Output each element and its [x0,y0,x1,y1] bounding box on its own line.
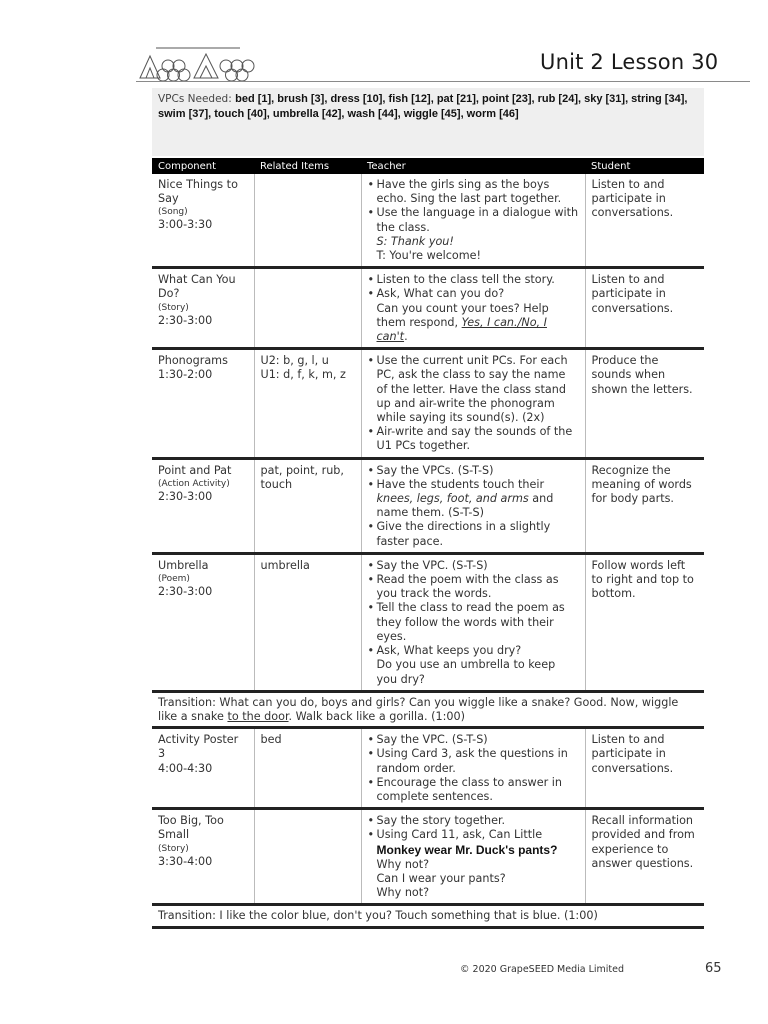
teacher-cell [361,728,585,809]
table-row [152,349,704,458]
component-name: Nice Things to Say [158,178,238,206]
vpcs-needed-box [152,88,704,156]
related-items-cell [254,174,361,268]
student-cell: Recognize the meaning of words for body parts. [585,458,704,553]
vpcs-needed-list: bed [1], brush [3], dress [10], fish [12], pat [21], point [23], rub [24], sky [31], string [34], swim [37], touch [40], umbrella [42], wash [44], wiggle [45], worm [46] [158,93,688,120]
teacher-step: • Say the VPC. (S-T-S) [377,559,579,573]
student-cell: Listen to and participate in conversations. [585,174,704,268]
related-items-cell [254,809,361,905]
teacher-cell [361,809,585,905]
component-time: 2:30-3:00 [158,313,213,327]
teacher-step-text-end: and name them. (S-T-S) [376,492,554,520]
component-time: 1:30-2:00 [158,368,213,382]
teacher-step-text: Using Card 11, ask, Can Little [376,828,543,842]
component-time: 2:30-3:00 [158,489,213,503]
transition-row [152,691,704,727]
component-cell [152,458,254,553]
unit-lesson-title: Unit 2 Lesson 30 [540,50,719,74]
copyright-notice: © 2020 GrapeSEED Media Limited [460,964,625,975]
lesson-plan-table [152,158,704,929]
page-number: 65 [705,961,722,976]
component-time: 3:00-3:30 [158,218,213,232]
teacher-question-bold: Monkey wear Mr. Duck's pants? [376,842,558,857]
student-cell: Listen to and participate in conversations. [585,268,704,349]
component-type: (Song) [158,207,188,218]
teacher-step [377,828,579,857]
teacher-follow-up: Do you use an umbrella to keep you dry? [376,658,556,686]
related-items-cell [254,268,361,349]
related-item-line: U2: b, g, l, u [260,354,329,368]
component-cell [152,268,254,349]
component-name: Point and Pat [158,463,232,477]
teacher-cell [361,174,585,268]
teacher-step: • Listen to the class tell the story. [377,273,579,287]
teacher-step-text: Have the students touch their [376,477,545,491]
transition-row [152,905,704,927]
related-item-line: U1: d, f, k, m, z [260,368,346,382]
table-row [152,728,704,809]
teacher-response-model: Yes, I can./No, I can't [376,315,547,344]
teacher-step: • Tell the class to read the poem as they follow the words with their eyes. [377,601,579,644]
component-time: 4:00-4:30 [158,761,213,775]
teacher-step: • Use the current unit PCs. For each PC, ask the class to say the name of the letter. Have the class stand up and air-write the phonogram while saying its sound(s). (2x) [377,354,579,425]
student-cell: Produce the sounds when shown the letters. [585,349,704,458]
table-row [152,809,704,905]
related-items-cell: pat, point, rub, touch [254,458,361,553]
teacher-dialogue-line: T: You're welcome! [376,249,481,263]
teacher-cell [361,268,585,349]
component-type: (Poem) [158,574,190,585]
teacher-step: • Encourage the class to answer in complete sentences. [377,776,579,804]
teacher-step: • Say the VPCs. (S-T-S) [377,464,579,478]
teacher-dialogue-line: S: Thank you! [376,234,454,248]
component-name: Umbrella [158,558,209,572]
teacher-step: • Say the story together. [377,814,579,828]
component-name: Phonograms [158,354,228,368]
component-name: Activity Poster 3 [158,733,239,761]
teacher-step: • Use the language in a dialogue with the class. [377,206,579,234]
vpcs-needed-label: VPCs Needed: [158,93,236,105]
component-cell [152,174,254,268]
teacher-cell [361,349,585,458]
transition-cell [152,691,704,727]
table-row [152,458,704,553]
table-row [152,268,704,349]
grapeseed-logo [136,44,260,84]
table-header-row [152,158,704,174]
teacher-follow-up [368,302,579,345]
component-cell [152,349,254,458]
component-cell [152,728,254,809]
teacher-follow-up: Why not? [376,886,430,900]
table-row [152,553,704,691]
teacher-follow-up-end: . [404,330,408,344]
teacher-step: • Give the directions in a slightly faster pace. [377,520,579,548]
component-time: 3:30-4:00 [158,854,213,868]
column-header-component: Component [152,158,254,174]
teacher-step: • Read the poem with the class as you track the words. [377,573,579,601]
table-row [152,174,704,268]
teacher-follow-up: Why not? [376,857,430,871]
transition-underlined: to the door [227,709,289,723]
transition-text: Transition: What can you do, boys and girls? Can you wiggle like a snake? Good. Now, wiggle like a snake [158,695,679,723]
component-type: (Action Activity) [158,478,230,489]
component-name: Too Big, Too Small [158,814,224,842]
teacher-step: • Ask, What can you do? [377,287,579,301]
teacher-step: • Ask, What keeps you dry? [377,644,579,658]
teacher-step [377,478,579,521]
vpcs-needed-text [158,92,698,122]
column-header-related-items: Related Items [254,158,361,174]
component-type: (Story) [158,302,189,313]
component-type: (Story) [158,843,189,854]
student-cell: Listen to and participate in conversations. [585,728,704,809]
teacher-step: • Air-write and say the sounds of the U1 PCs together. [377,425,579,453]
body-parts-list: knees, legs, foot, and arms [376,492,529,506]
teacher-step: • Say the VPC. (S-T-S) [377,733,579,747]
teacher-cell [361,458,585,553]
student-cell: Recall information provided and from experience to answer questions. [585,809,704,905]
related-items-cell: bed [254,728,361,809]
teacher-cell [361,553,585,691]
transition-cell: Transition: I like the color blue, don't you? Touch something that is blue. (1:00) [152,905,704,927]
component-time: 2:30-3:00 [158,585,213,599]
column-header-student: Student [585,158,704,174]
header-divider [136,81,750,82]
component-name: What Can You Do? [158,273,236,301]
teacher-step: • Have the girls sing as the boys echo. Sing the last part together. [377,178,579,206]
related-items-cell [254,349,361,458]
related-items-cell: umbrella [254,553,361,691]
teacher-follow-up-text: Can you count your toes? Help them respond, [376,301,549,329]
component-cell [152,809,254,905]
component-cell [152,553,254,691]
column-header-teacher: Teacher [361,158,585,174]
transition-text-end: . Walk back like a gorilla. (1:00) [288,709,465,723]
student-cell: Follow words left to right and top to bottom. [585,553,704,691]
teacher-step: • Using Card 3, ask the questions in random order. [377,747,579,775]
teacher-follow-up: Can I wear your pants? [376,871,506,885]
